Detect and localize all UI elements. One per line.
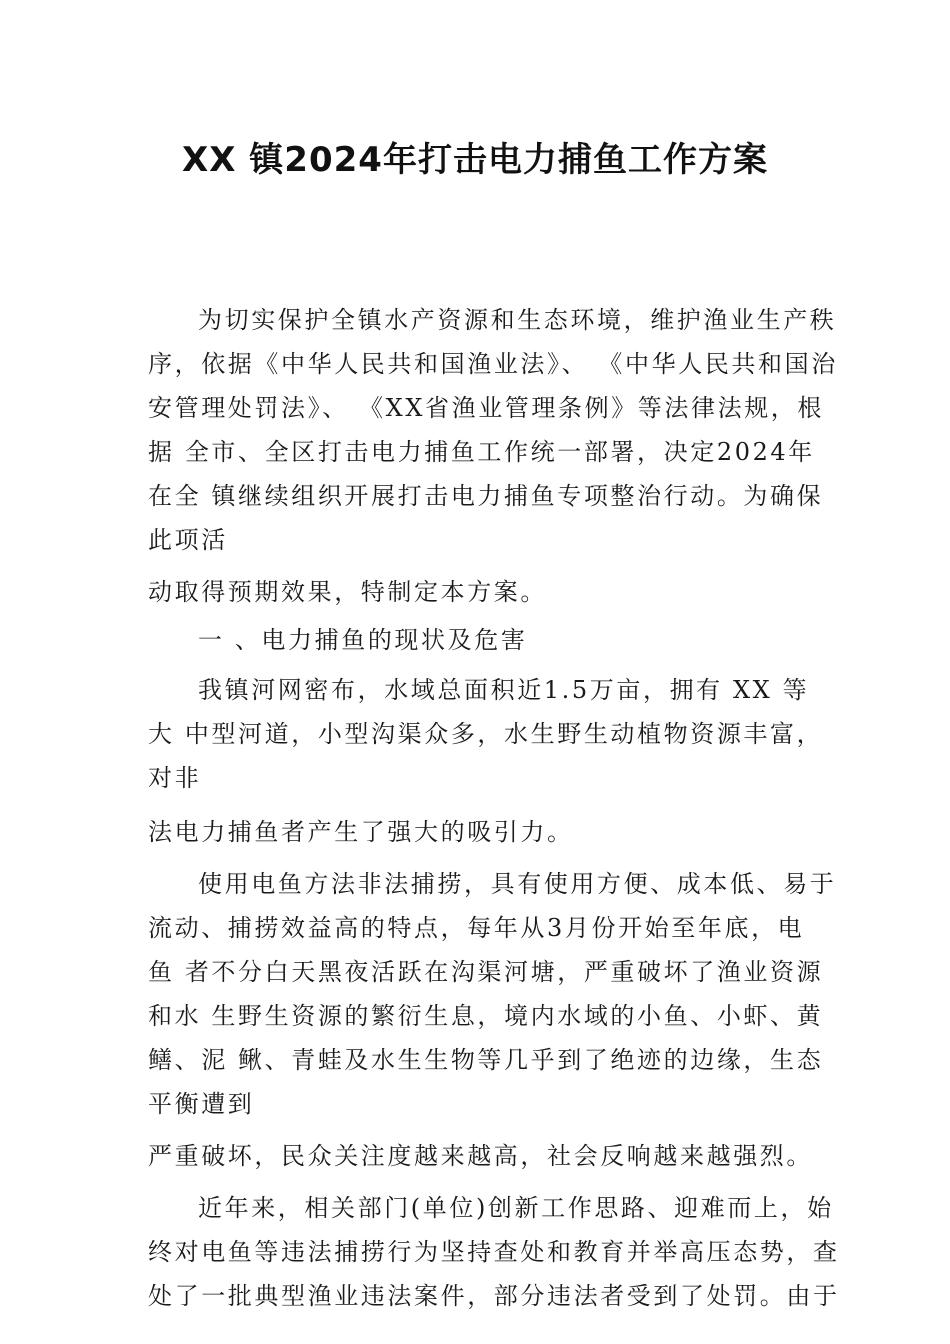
text-line: 在全 镇继续组织开展打击电力捕鱼专项整治行动。为确保 (148, 482, 824, 510)
text-line: 近年来，相关部门(单位)创新工作思路、迎难而上，始 (198, 1194, 834, 1222)
section-heading (148, 618, 808, 662)
text-line: 对非 (148, 764, 202, 792)
text-line: 流动、捕捞效益高的特点，每年从3月份开始至年底，电 (148, 914, 805, 942)
paragraph-harm (148, 862, 837, 1126)
text-line: 序，依据《中华人民共和国渔业法》、 《中华人民共和国治 (148, 350, 838, 378)
text-line: 我镇河网密布，水域总面积近1.5万亩，拥有 XX 等 (198, 676, 810, 704)
text-line: 使用电鱼方法非法捕捞，具有使用方便、成本低、易于 (198, 870, 837, 898)
text-line: 终对电鱼等违法捕捞行为坚持查处和教育并举高压态势，查 (148, 1238, 840, 1266)
text-line: 安管理处罚法》、 《XX省渔业管理条例》等法律法规，根 (148, 394, 824, 422)
text-line: 据 全市、全区打击电力捕鱼工作统一部署，决定2024年 (148, 438, 815, 466)
paragraph-recent (148, 1186, 840, 1318)
paragraph-harm-continued (148, 1134, 813, 1178)
text-line: 大 中型河道，小型沟渠众多，水生野生动植物资源丰富， (148, 720, 824, 748)
text-line: 鱼 者不分白天黑夜活跃在沟渠河塘，严重破坏了渔业资源 (148, 958, 824, 986)
text-line: 处了一批典型渔业违法案件，部分违法者受到了处罚。由于 (148, 1282, 840, 1310)
text-line: 和水 生野生资源的繁衍生息，境内水域的小鱼、小虾、黄 (148, 1002, 824, 1030)
paragraph-intro (148, 298, 838, 562)
text-line: 法电力捕鱼者产生了强大的吸引力。 (148, 818, 574, 846)
paragraph-intro-continued (148, 570, 808, 614)
text-line: 此项活 (148, 526, 228, 554)
text-line: 动取得预期效果，特制定本方案。 (148, 578, 547, 606)
text-line: 一 、电力捕鱼的现状及危害 (198, 626, 528, 654)
text-line: 平衡遭到 (148, 1090, 255, 1118)
document-title: XX 镇2024年打击电力捕鱼工作方案 (182, 140, 768, 180)
text-line: 严重破坏，民众关注度越来越高，社会反响越来越强烈。 (148, 1142, 813, 1170)
text-line: 为切实保护全镇水产资源和生态环境，维护渔业生产秩 (198, 306, 837, 334)
paragraph-water (148, 668, 824, 800)
paragraph-water-continued (148, 810, 808, 854)
text-line: 鳝、泥 鳅、青蛙及水生生物等几乎到了绝迹的边缘，生态 (148, 1046, 824, 1074)
